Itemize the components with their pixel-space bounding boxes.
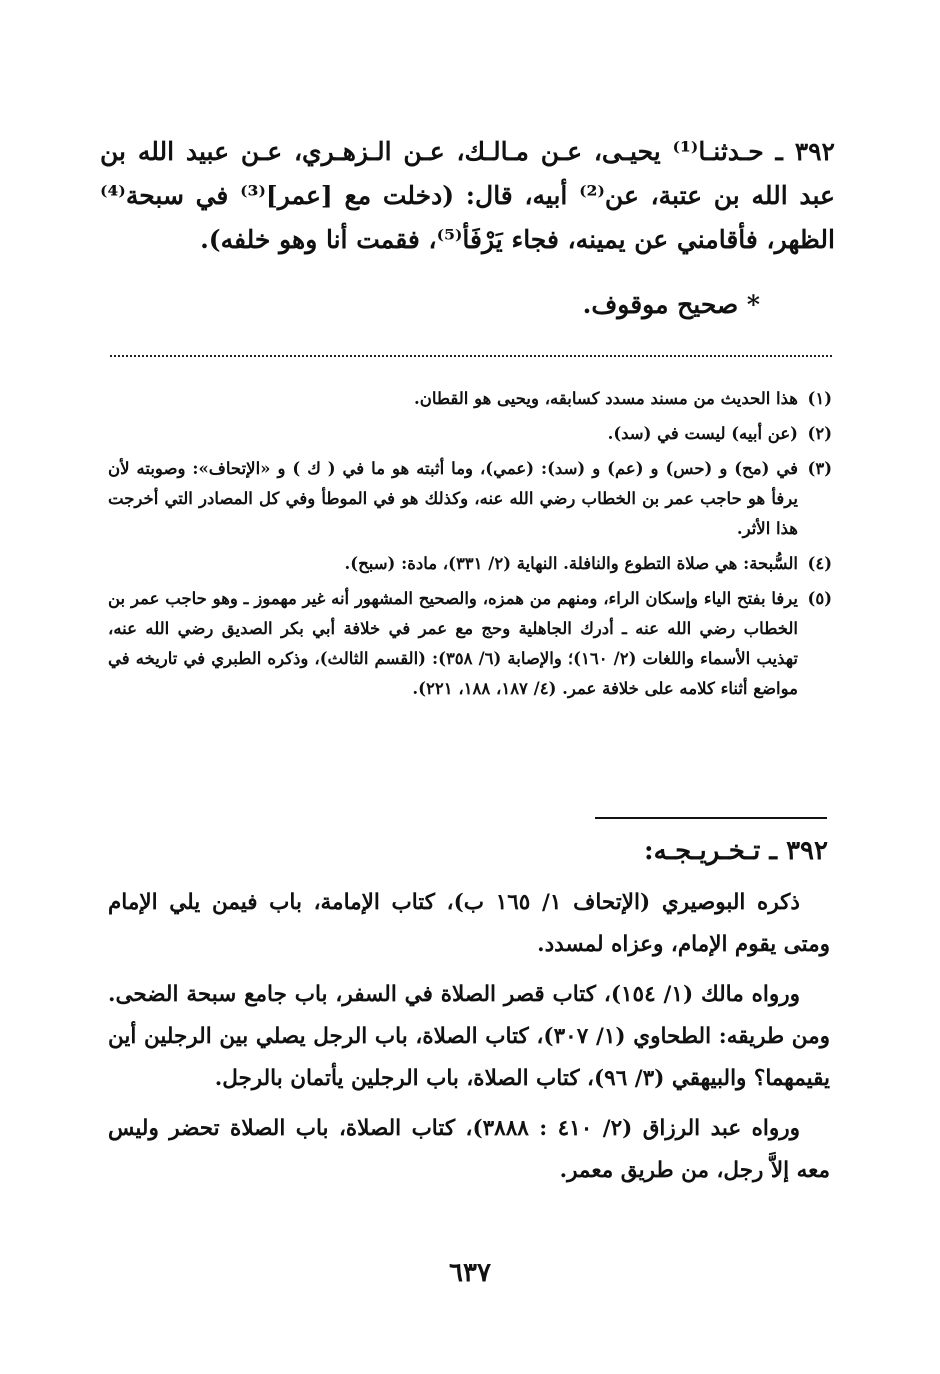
footnote	[108, 384, 832, 414]
page-number: ٦٣٧	[449, 1258, 491, 1288]
footnote	[108, 454, 832, 544]
footnote-text: (عن أبيه) ليست في (سد).	[607, 424, 798, 443]
takhrij-paragraph: ورواه مالك (١/ ١٥٤)، كتاب قصر الصلاة في السفر، باب جامع سبحة الضحى. ومن طريقه: الطحاوي (١/ ٣٠٧)، كتاب الصلاة، باب الرجل يصلي بين الرجلين أين يقيمهما؟ والبيهقي (٣/ ٩٦)، كتاب الصلاة، باب الرجلين يأتمان بالرجل.	[108, 982, 831, 1091]
section-divider	[595, 817, 827, 819]
footnote	[108, 549, 832, 579]
takhrij-heading: ٣٩٢ ـ تـخـريـجـه:	[643, 836, 828, 866]
footnote-number: (٥)	[807, 589, 832, 608]
footnote-number: (١)	[807, 389, 832, 408]
takhrij-paragraph: ورواه عبد الرزاق (٢/ ٤١٠ : ٣٨٨٨)، كتاب الصلاة، باب الصلاة تحضر وليس معه إلاَّ رجل، من طريق معمر.	[108, 1116, 830, 1183]
footnote-number: (٣)	[807, 459, 832, 478]
footnote	[108, 419, 832, 449]
takhrij-body	[108, 882, 830, 1200]
footnote-text: يرفا بفتح الياء وإسكان الراء، ومنهم من همزه، والصحيح المشهور أنه غير مهموز ـ وهو حاجب عمر بن الخطاب رضي الله عنه ـ أدرك الجاهلية وحج مع عمر في خلافة أبي بكر الصديق رضي الله عنه، تهذيب الأسماء واللغات (٢/ ١٦٠)؛ والإصابة (٦/ ٣٥٨): (القسم الثالث)، وذكره الطبري في تاريخه في مواضع أثناء كلامه على خلافة عمر. (٤/ ١٨٧، ١٨٨، ٢٢١).	[108, 589, 798, 698]
footnote-number: (٢)	[807, 424, 832, 443]
hadith-verdict: * صحيح موقوف.	[582, 290, 760, 319]
footnote-number: (٤)	[807, 554, 832, 573]
footnote	[108, 584, 832, 704]
footnote-separator	[110, 355, 832, 357]
footnote-text: في (مح) و (حس) و (عم) و (سد): (عمي)، وما أثبته هو ما في ( ك ) و «الإتحاف»: وصوبته لأن يرفأ هو حاجب عمر بن الخطاب رضي الله عنه، وكذلك هو في الموطأ وفي كل المصادر التي أخرجت هذا الأثر.	[108, 459, 798, 538]
footnotes	[108, 384, 832, 709]
footnote-text: هذا الحديث من مسند مسدد كسابقه، ويحيى هو القطان.	[413, 389, 798, 408]
hadith-text: ٣٩٢ ـ حـدثنـا⁽¹⁾ يحيـى، عـن مـالـك، عـن الـزهـري، عـن عبيد الله بن عبد الله بن عتبة، عن⁽²⁾ أبيه، قال: (دخلت مع [عمر]⁽³⁾ في سبحة⁽⁴⁾ الظهر، فأقامني عن يمينه، فجاء يَرْفَأ⁽⁵⁾، فقمت أنا وهو خلفه).	[100, 137, 835, 254]
footnote-text: السُّبحة: هي صلاة التطوع والنافلة. النهاية (٢/ ٣٣١)، مادة: (سبح).	[344, 554, 798, 573]
takhrij-paragraph: ذكره البوصيري (الإتحاف ١/ ١٦٥ ب)، كتاب الإمامة، باب فيمن يلي الإمام ومتى يقوم الإمام، وعزاه لمسدد.	[108, 890, 830, 957]
